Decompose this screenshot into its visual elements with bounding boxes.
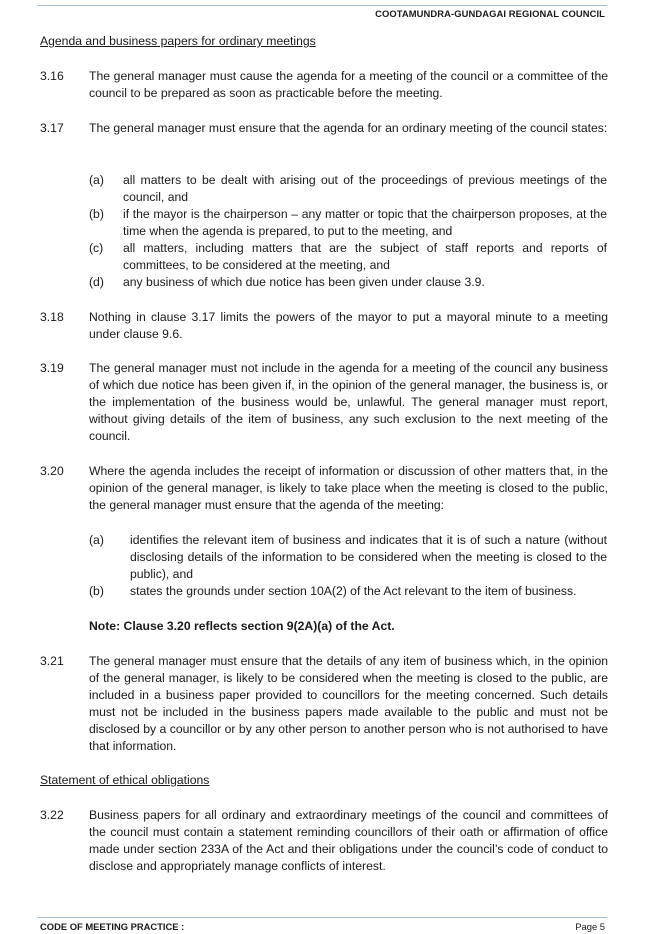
list-item bbox=[89, 583, 607, 600]
list-item-label: (d) bbox=[89, 275, 104, 289]
list-item bbox=[89, 532, 607, 583]
clause-3-19 bbox=[40, 360, 608, 445]
list-item-label: (a) bbox=[89, 533, 104, 547]
clause-3-17 bbox=[40, 120, 608, 137]
header-rule bbox=[38, 5, 607, 6]
list-item-label: (b) bbox=[89, 584, 104, 598]
list-item bbox=[89, 274, 607, 291]
clause-text: The general manager must not include in the agenda for a meeting of the council any business of which due notice has been given if, in the opinion of the general manager, the business is, or the implementation of the business would be, unlawful. The general manager must report, without giving details of the item of business, any such exclusion to the next meeting of the council. bbox=[89, 361, 608, 443]
clause-3-20 bbox=[40, 463, 608, 514]
section-heading-agenda: Agenda and business papers for ordinary meetings bbox=[40, 34, 316, 48]
clause-3-18 bbox=[40, 309, 608, 343]
footer-document-title: CODE OF MEETING PRACTICE : bbox=[40, 921, 185, 932]
list-item-label: (a) bbox=[89, 173, 104, 187]
clause-text: Where the agenda includes the receipt of information or discussion of other matters that, in the opinion of the general manager, is likely to take place when the meeting is closed to the public, the general manager must ensure that the agenda of the meeting: bbox=[89, 464, 608, 512]
list-item-text: any business of which due notice has been given under clause 3.9. bbox=[123, 275, 485, 289]
clause-text: Nothing in clause 3.17 limits the powers of the mayor to put a mayoral minute to a meeting under clause 9.6. bbox=[89, 310, 608, 341]
clause-text: Business papers for all ordinary and extraordinary meetings of the council and committees of the council must contain a statement reminding councillors of their oath or affirmation of office made under section 233A of the Act and their obligations under the council’s code of conduct to disclose and appropriately manage conflicts of interest. bbox=[89, 808, 608, 873]
clause-number: 3.17 bbox=[40, 121, 64, 135]
list-item-text: all matters to be dealt with arising out of the proceedings of previous meetings of the council, and bbox=[123, 173, 607, 204]
clause-text: The general manager must ensure that the details of any item of business which, in the opinion of the general manager, is likely to be considered when the meeting is closed to the public, are included in a business paper provided to councillors for the meeting concerned. Such details must not be included in the business papers made available to the public and must not be disclosed by a councillor or by any other person to another person who is not authorised to have that information. bbox=[89, 654, 608, 753]
clause-text: The general manager must ensure that the agenda for an ordinary meeting of the council states: bbox=[89, 121, 608, 135]
footer-page-number: Page 5 bbox=[575, 921, 605, 932]
footer-rule bbox=[38, 917, 607, 918]
clause-number: 3.21 bbox=[40, 654, 64, 668]
clause-3-21 bbox=[40, 653, 608, 755]
clause-note: Note: Clause 3.20 reflects section 9(2A)(a) of the Act. bbox=[89, 619, 395, 633]
list-item bbox=[89, 206, 607, 240]
list-item-label: (c) bbox=[89, 241, 104, 255]
clause-number: 3.19 bbox=[40, 361, 64, 375]
clause-text: The general manager must cause the agenda for a meeting of the council or a committee of the council to be prepared as soon as practicable before the meeting. bbox=[89, 69, 608, 100]
clause-number: 3.22 bbox=[40, 808, 64, 822]
clause-3-16 bbox=[40, 68, 608, 102]
header-council-name: COOTAMUNDRA-GUNDAGAI REGIONAL COUNCIL bbox=[375, 8, 605, 19]
section-heading-ethical: Statement of ethical obligations bbox=[40, 773, 210, 787]
list-item-label: (b) bbox=[89, 207, 104, 221]
clause-number: 3.18 bbox=[40, 310, 64, 324]
list-item-text: all matters, including matters that are the subject of staff reports and reports of committees, to be considered at the meeting, and bbox=[123, 241, 607, 272]
list-item-text: identifies the relevant item of business and indicates that it is of such a nature (without disclosing details of the information to be considered when the meeting is closed to the public), and bbox=[130, 533, 607, 581]
list-item bbox=[89, 240, 607, 274]
clause-number: 3.20 bbox=[40, 464, 64, 478]
clause-3-22 bbox=[40, 807, 608, 875]
list-item-text: states the grounds under section 10A(2) of the Act relevant to the item of business. bbox=[130, 584, 577, 598]
clause-number: 3.16 bbox=[40, 69, 64, 83]
list-item bbox=[89, 172, 607, 206]
list-item-text: if the mayor is the chairperson – any matter or topic that the chairperson proposes, at the time when the agenda is prepared, to put to the meeting, and bbox=[123, 207, 607, 238]
